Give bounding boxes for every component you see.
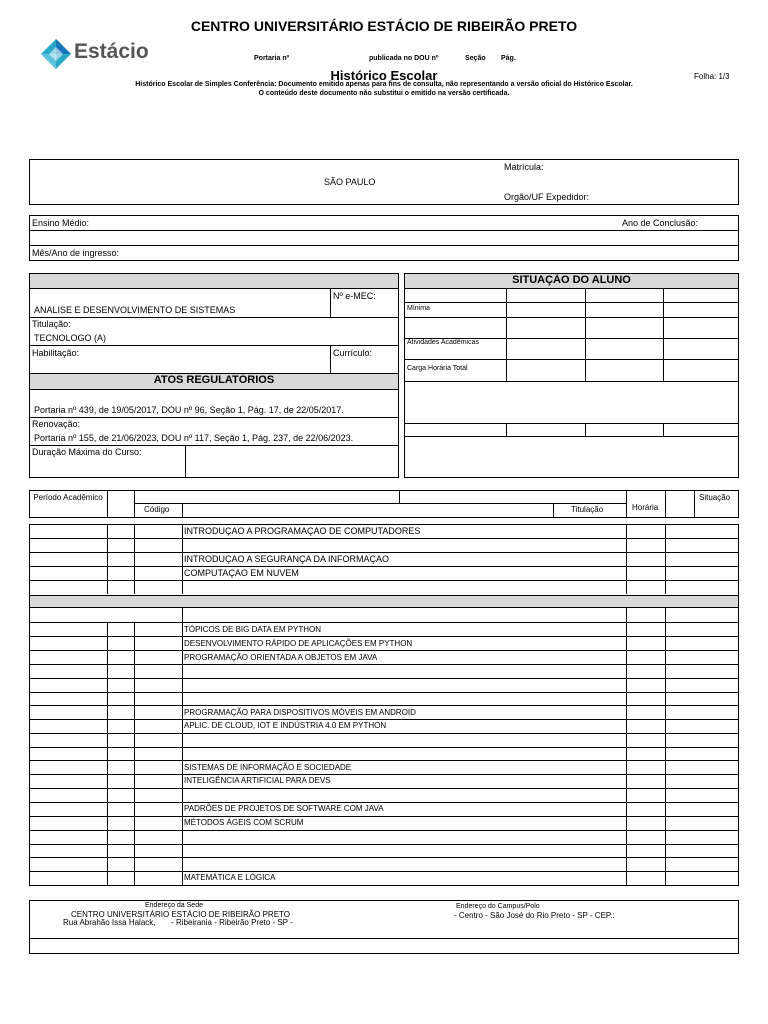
logo-icon xyxy=(40,38,72,70)
situacao-box xyxy=(404,273,739,478)
sede-address: Rua Abrahão Issa Halack, - Ribeirania - Ribeirão Preto - SP - xyxy=(63,918,293,927)
course-name: ANALISE E DESENVOLVIMENTO DE SISTEMAS xyxy=(34,305,236,315)
orgao-label: Orgão/UF Expedidor: xyxy=(504,192,590,202)
course-row: PROGRAMAÇÃO ORIENTADA A OBJETOS EM JAVA xyxy=(184,653,378,662)
identity-box xyxy=(29,159,739,205)
situacao-title: SITUAÇÃO DO ALUNO xyxy=(512,274,631,286)
campus-address: - Centro - São José do Rio Preto - SP - CEP.: xyxy=(454,911,615,920)
document-title: Histórico Escolar xyxy=(330,68,438,83)
renovacao-label: Renovação: xyxy=(32,419,81,429)
folha-label: Folha: 1/3 xyxy=(694,72,730,81)
titulacao-value: TECNOLOGO (A) xyxy=(34,333,107,343)
habilitacao-label: Habilitação: xyxy=(32,348,80,358)
campus-label: Endereço do Campus/Polo xyxy=(456,903,540,910)
titulacao-header: Titulação xyxy=(571,505,604,514)
course-row: INTRODUÇAO A SEGURANÇA DA INFORMAÇAO xyxy=(184,554,390,564)
course-row: MATEMÁTICA E LÓGICA xyxy=(184,873,276,882)
carga-label: Carga Horária Total xyxy=(407,365,468,372)
course-row: PROGRAMAÇÃO PARA DISPOSITIVOS MÓVEIS EM ANDROID xyxy=(184,708,416,717)
horaria-header: Horária xyxy=(632,503,659,512)
course-row: MÉTODOS ÁGEIS COM SCRUM xyxy=(184,818,304,827)
disclaimer-line-1: Histórico Escolar de Simples Conferência: Documento emitido apenas para fins de consulta, não representando a versão oficial do Histórico Escolar. xyxy=(135,81,633,88)
atos-regulatorios-bar xyxy=(30,373,398,390)
course-row: COMPUTAÇAO EM NUVEM xyxy=(184,568,299,578)
situacao-header: Situação xyxy=(699,493,731,502)
mes-ano-ingresso-label: Mês/Ano de ingresso: xyxy=(32,248,120,258)
codigo-header: Código xyxy=(144,505,170,514)
sede-label: Endereço da Sede xyxy=(145,902,203,909)
portaria-label: Portaria nº xyxy=(254,55,290,62)
institution-title: CENTRO UNIVERSITÁRIO ESTÁCIO DE RIBEIRÃO PRETO xyxy=(190,18,578,34)
course-row: APLIC. DE CLOUD, IOT E INDÚSTRIA 4.0 EM PYTHON xyxy=(184,721,387,730)
atos-regulatorios-title: ATOS REGULATÓRIOS xyxy=(153,374,275,386)
curriculo-label: Currículo: xyxy=(333,348,373,358)
period-separator xyxy=(30,595,738,608)
sede-name: CENTRO UNIVERSITÁRIO ESTÁCIO DE RIBEIRÃO PRETO xyxy=(71,910,290,919)
pag-label: Pág. xyxy=(501,55,516,62)
duracao-label: Duração Máxima do Curso: xyxy=(32,447,142,457)
emec-label: Nº e-MEC: xyxy=(333,291,376,301)
course-row: PADRÕES DE PROJETOS DE SOFTWARE COM JAVA xyxy=(184,804,384,813)
dou-label: publicada no DOU nº xyxy=(369,55,439,62)
portaria-1: Portaria nº 439, de 19/05/2017, DOU nº 96, Seção 1, Pág. 17, de 22/05/2017. xyxy=(34,405,344,415)
course-row: INTELIGÊNCIA ARTIFICIAL PARA DEVS xyxy=(184,776,331,785)
atividades-label: Atividades Acadêmicas xyxy=(407,339,479,346)
secao-label: Seção xyxy=(465,55,486,62)
city-value: SÃO PAULO xyxy=(324,177,376,187)
matricula-label: Matrícula: xyxy=(504,162,544,172)
course-row: SISTEMAS DE INFORMAÇÃO E SOCIEDADE xyxy=(184,763,352,772)
minima-label: Mínima xyxy=(407,305,430,312)
course-row: TÓPICOS DE BIG DATA EM PYTHON xyxy=(184,625,322,634)
logo-text: Estácio xyxy=(74,40,149,63)
disclaimer-line-2: O conteúdo deste documento não substitui o emitido na versão certificada. xyxy=(258,90,510,97)
ensino-medio-label: Ensino Médio: xyxy=(32,218,90,228)
course-row: INTRODUÇAO A PROGRAMAÇAO DE COMPUTADORES xyxy=(184,526,421,536)
situacao-header-bar xyxy=(405,274,738,289)
periodo-header: Período Acadêmico xyxy=(33,493,103,502)
portaria-2: Portaria nº 155, de 21/06/2023, DOU nº 117, Seção 1, Pág. 237, de 22/06/2023. xyxy=(34,433,354,443)
course-row: DESENVOLVIMENTO RÁPIDO DE APLICAÇÕES EM PYTHON xyxy=(184,639,413,648)
course-header-bar xyxy=(30,274,398,289)
titulacao-label: Titulação: xyxy=(32,319,71,329)
ano-conclusao-label: Ano de Conclusão: xyxy=(622,218,699,228)
footer-box xyxy=(29,900,739,954)
